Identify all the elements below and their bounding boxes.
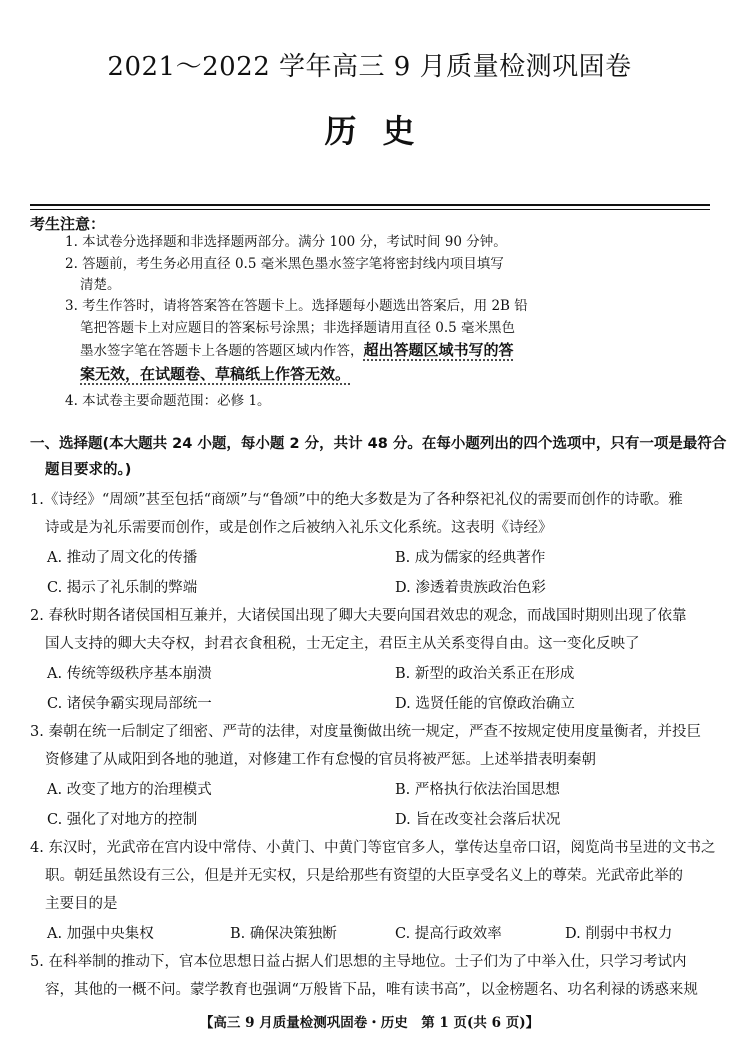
option-a: A. 传统等级秩序基本崩溃 <box>47 666 212 682</box>
option-d: D. 选贤任能的官僚政治确立 <box>395 696 575 712</box>
header-rule-thick <box>30 204 710 206</box>
question-stem: 诗或是为礼乐需要而创作，或是创作之后被纳入礼乐文化系统。这表明《诗经》 <box>45 520 553 536</box>
notice-line <box>80 340 514 361</box>
option-c: C. 揭示了礼乐制的弊端 <box>47 580 198 596</box>
section-heading-cont: 题目要求的。) <box>45 462 132 478</box>
option-b: B. 严格执行依法治国思想 <box>395 782 560 798</box>
option-d: D. 渗透着贵族政治色彩 <box>395 580 546 596</box>
option-c: C. 提高行政效率 <box>395 926 502 942</box>
option-b: B. 新型的政治关系正在形成 <box>395 666 575 682</box>
header-rule-thin <box>30 209 710 210</box>
notice-line: 2. 答题前，考生务必用直径 0.5 毫米黑色墨水签字笔将密封线内项目填写 <box>65 256 504 272</box>
notice-emphasis-line: 案无效，在试题卷、草稿纸上作答无效。 <box>80 365 351 383</box>
notice-heading: 考生注意： <box>30 215 106 233</box>
notice-line: 清楚。 <box>80 277 121 293</box>
question-stem: 容，其他的一概不问。蒙学教育也强调“万般皆下品，唯有读书高”，以金榜题名、功名利禄的诱惑来规 <box>45 982 698 998</box>
option-a: A. 推动了周文化的传播 <box>47 550 198 566</box>
option-c: C. 强化了对地方的控制 <box>47 812 198 828</box>
exam-title: 2021～2022 学年高三 9 月质量检测巩固卷 <box>107 52 632 82</box>
question-stem: 资修建了从咸阳到各地的驰道，对修建工作有怠慢的官员将被严惩。上述举措表明秦朝 <box>45 752 596 768</box>
option-b: B. 确保决策独断 <box>230 926 337 942</box>
notice-line: 3. 考生作答时，请将答案答在答题卡上。选择题每小题选出答案后，用 2B 铅 <box>65 298 528 314</box>
option-c: C. 诸侯争霸实现局部统一 <box>47 696 212 712</box>
notice-text: 墨水签字笔在答题卡上各题的答题区域内作答， <box>80 343 364 359</box>
question-stem: 职。朝廷虽然设有三公，但是并无实权，只是给那些有资望的大臣享受名义上的尊荣。光武帝此举的 <box>45 868 683 884</box>
question-stem: 国人支持的卿大夫夺权，封君衣食租税，士无定主，君臣主从关系变得自由。这一变化反映了 <box>45 636 640 652</box>
subject-title: 历史 <box>324 112 441 150</box>
notice-line: 4. 本试卷主要命题范围：必修 1。 <box>65 393 271 409</box>
question-stem: 2. 春秋时期各诸侯国相互兼并，大诸侯国出现了卿大夫要向国君效忠的观念，而战国时期则出现了依靠 <box>30 608 687 624</box>
notice-emphasis: 超出答题区域书写的答 <box>363 341 514 359</box>
option-b: B. 成为儒家的经典著作 <box>395 550 546 566</box>
section-heading: 一、选择题(本大题共 24 小题，每小题 2 分，共计 48 分。在每小题列出的四个选项中，只有一项是最符合 <box>30 436 727 452</box>
notice-line: 1. 本试卷分选择题和非选择题两部分。满分 100 分，考试时间 90 分钟。 <box>65 234 507 250</box>
question-stem: 5. 在科举制的推动下，官本位思想日益占据人们思想的主导地位。士子们为了中举入仕，只学习考试内 <box>30 954 687 970</box>
page-footer: 【高三 9 月质量检测巩固卷・历史 第 1 页(共 6 页)】 <box>199 1015 540 1031</box>
question-stem: 4. 东汉时，光武帝在宫内设中常侍、小黄门、中黄门等宦官多人，掌传达皇帝口诏，阅览尚书呈进的文书之 <box>30 840 716 856</box>
notice-line: 笔把答题卡上对应题目的答案标号涂黑；非选择题请用直径 0.5 毫米黑色 <box>80 320 516 336</box>
option-a: A. 加强中央集权 <box>47 926 154 942</box>
question-stem: 1.《诗经》“周颂”甚至包括“商颂”与“鲁颂”中的绝大多数是为了各种祭祀礼仪的需要而创作的诗歌。雅 <box>30 492 683 508</box>
question-stem: 主要目的是 <box>45 896 118 912</box>
question-stem: 3. 秦朝在统一后制定了细密、严苛的法律，对度量衡做出统一规定，严查不按规定使用度量衡者，并投巨 <box>30 724 701 740</box>
option-d: D. 削弱中书权力 <box>565 926 673 942</box>
option-d: D. 旨在改变社会落后状况 <box>395 812 561 828</box>
option-a: A. 改变了地方的治理模式 <box>47 782 212 798</box>
